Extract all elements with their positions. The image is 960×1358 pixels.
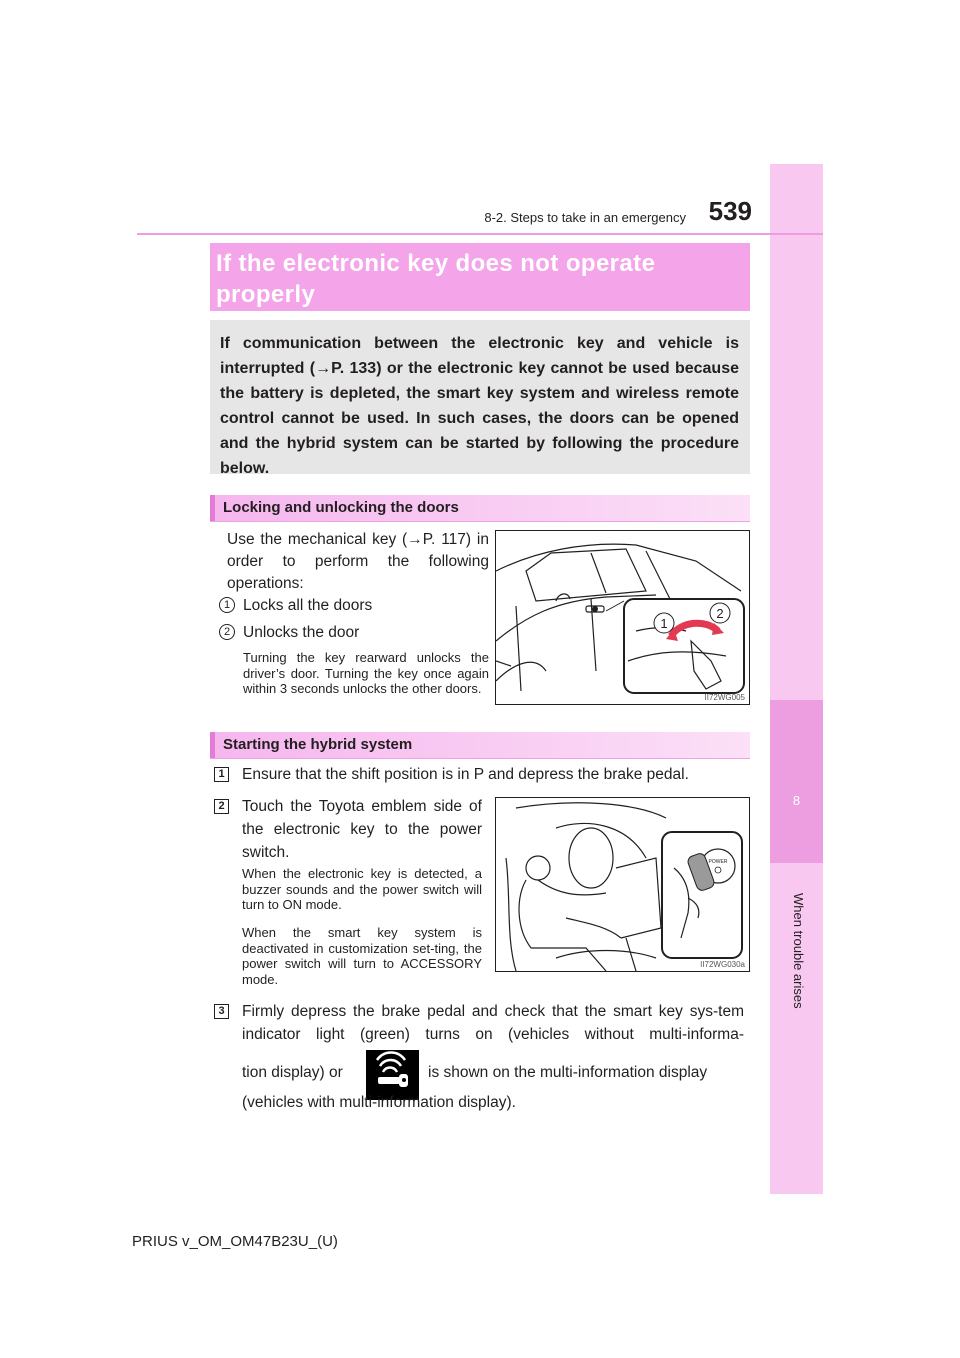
header-rule bbox=[137, 233, 823, 235]
step-2-note-2: When the smart key system is deactivated in customization set-ting, the power switch will turn to ACCESSORY mode. bbox=[242, 925, 482, 987]
page-title: If the electronic key does not operate properly bbox=[216, 250, 656, 308]
door-lock-figure bbox=[495, 530, 750, 705]
step-3-text-b2: is shown on the multi-information display bbox=[428, 1064, 708, 1081]
subheading-accent bbox=[210, 732, 215, 758]
chapter-label: When trouble arises bbox=[791, 893, 806, 1009]
step-2-text: Touch the Toyota emblem side of the electronic key to the power switch. bbox=[242, 798, 482, 861]
figure-code-1: II72WG005 bbox=[704, 693, 745, 702]
item-number-1: 1 bbox=[219, 597, 235, 613]
step-3-text-a: Firmly depress the brake pedal and check that the smart key sys-tem indicator light (green) turns on (vehicles without multi-informa- bbox=[242, 1003, 744, 1043]
figure-code-2: II72WG030a bbox=[700, 960, 745, 969]
car-door-illustration bbox=[496, 531, 749, 704]
locking-intro: Use the mechanical key (→P. 117) in order to perform the following operations: bbox=[227, 531, 489, 592]
step-3-text-c: (vehicles with multi-information display). bbox=[242, 1094, 516, 1111]
chapter-number: 8 bbox=[792, 793, 801, 808]
page-number: 539 bbox=[708, 196, 752, 226]
side-tab bbox=[770, 164, 823, 1194]
callout-1: 1 bbox=[660, 616, 668, 631]
step-number-2: 2 bbox=[214, 799, 229, 814]
side-tab-active-chapter bbox=[770, 700, 823, 863]
step-number-3: 3 bbox=[214, 1004, 229, 1019]
item-number-2: 2 bbox=[219, 624, 235, 640]
footer-document-code: PRIUS v_OM_OM47B23U_(U) bbox=[132, 1233, 338, 1250]
intro-text: If communication between the electronic key and vehicle is interrupted (→P. 133) or the electronic key cannot be used because the battery is depleted, the smart key system and wireless remote control cannot be used. In such cases, the doors can be opened and the hybrid system can be started by following the procedure below. bbox=[220, 335, 739, 477]
step-2-note-1: When the electronic key is detected, a buzzer sounds and the power switch will turn to ON mode. bbox=[242, 866, 482, 912]
section-title: 8-2. Steps to take in an emergency bbox=[484, 210, 686, 225]
driver-illustration bbox=[496, 798, 749, 971]
subheading-locking: Locking and unlocking the doors bbox=[223, 499, 459, 516]
step-number-1: 1 bbox=[214, 767, 229, 782]
subheading-accent bbox=[210, 495, 215, 521]
power-switch-figure bbox=[495, 797, 750, 972]
step-1-text: Ensure that the shift position is in P and depress the brake pedal. bbox=[242, 766, 689, 783]
step-3-text-b1: tion display) or bbox=[242, 1064, 343, 1081]
callout-2: 2 bbox=[716, 606, 724, 621]
locking-note: Turning the key rearward unlocks the driver’s door. Turning the key once again within 3 seconds unlocks the other doors. bbox=[243, 650, 489, 696]
item-label-unlock: Unlocks the door bbox=[243, 624, 360, 641]
item-label-lock: Locks all the doors bbox=[243, 597, 373, 614]
subheading-starting: Starting the hybrid system bbox=[223, 736, 413, 753]
power-switch-label: POWER bbox=[708, 859, 728, 865]
